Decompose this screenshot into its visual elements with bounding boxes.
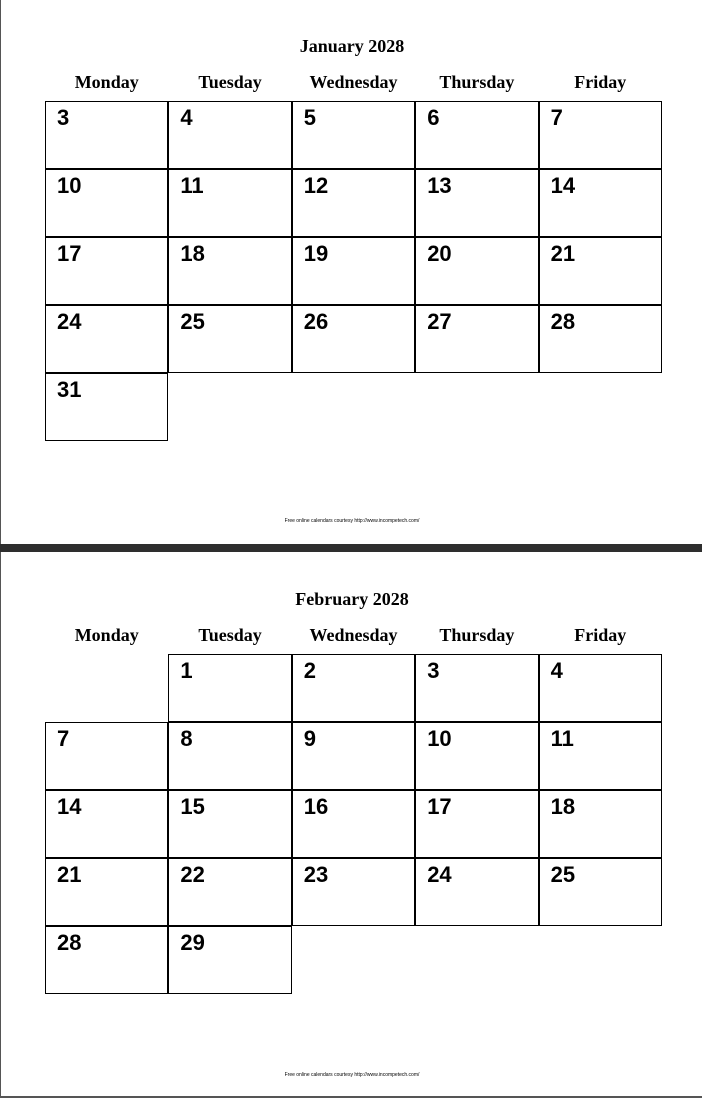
day-cell — [292, 305, 415, 373]
day-number: 31 — [57, 377, 82, 402]
month-title: February 2028 — [295, 589, 409, 609]
day-number: 7 — [550, 105, 563, 130]
footer-credit: Free online calendars courtesy http://www.incompetech.com/ — [284, 518, 420, 524]
day-number: 24 — [427, 862, 452, 887]
weekday-header-row — [45, 72, 662, 93]
day-number: 19 — [303, 241, 329, 266]
day-cell — [45, 101, 168, 169]
day-cell — [292, 790, 415, 858]
weekday-label: Tuesday — [198, 625, 262, 645]
day-number: 25 — [550, 862, 576, 887]
day-number: 18 — [180, 241, 205, 266]
day-cell — [539, 305, 662, 373]
calendar-page-february — [0, 552, 702, 1098]
day-cell — [539, 654, 662, 722]
day-cell — [415, 169, 538, 237]
day-number: 10 — [57, 173, 82, 198]
day-cell — [539, 237, 662, 305]
month-title: January 2028 — [299, 36, 405, 56]
day-number: 8 — [180, 726, 193, 751]
day-number: 20 — [427, 241, 452, 266]
day-number: 11 — [550, 726, 574, 751]
day-cell — [292, 237, 415, 305]
day-cell — [168, 305, 291, 373]
day-cell — [539, 858, 662, 926]
day-cell — [292, 722, 415, 790]
day-cell — [45, 305, 168, 373]
day-number: 17 — [427, 794, 452, 819]
day-cell — [415, 101, 538, 169]
day-cell — [168, 101, 291, 169]
day-cell — [168, 722, 291, 790]
day-number: 26 — [303, 309, 329, 334]
day-cell — [539, 101, 662, 169]
weekday-label: Tuesday — [198, 72, 262, 92]
day-cell — [415, 654, 538, 722]
day-number: 22 — [180, 862, 205, 887]
day-number: 3 — [427, 658, 440, 683]
day-number: 28 — [550, 309, 576, 334]
day-cell — [415, 305, 538, 373]
day-number: 21 — [550, 241, 576, 266]
weekday-header-row — [45, 625, 662, 646]
footer-credit: Free online calendars courtesy http://www.incompetech.com/ — [284, 1072, 420, 1078]
day-cell — [168, 169, 291, 237]
weekday-label: Wednesday — [309, 625, 398, 645]
day-number: 17 — [57, 241, 82, 266]
weekday-label: Thursday — [439, 625, 515, 645]
day-cell — [292, 858, 415, 926]
day-cell — [45, 722, 168, 790]
day-cell — [168, 790, 291, 858]
weekday-label: Monday — [74, 625, 139, 645]
calendar-page-january — [0, 0, 702, 544]
day-number: 29 — [180, 930, 205, 955]
day-cell — [415, 722, 538, 790]
day-number: 14 — [550, 173, 576, 198]
day-number: 27 — [427, 309, 452, 334]
day-cell — [292, 654, 415, 722]
day-cell — [415, 237, 538, 305]
day-number: 10 — [427, 726, 452, 751]
day-number: 4 — [550, 658, 563, 683]
day-number: 1 — [180, 658, 193, 683]
day-cell — [45, 790, 168, 858]
day-cell — [539, 169, 662, 237]
weekday-label: Monday — [74, 72, 139, 92]
day-number: 16 — [303, 794, 329, 819]
day-cell — [168, 237, 291, 305]
weekday-label: Friday — [574, 625, 627, 645]
day-number: 5 — [303, 105, 317, 130]
day-cell — [45, 926, 168, 994]
weekday-label: Friday — [574, 72, 627, 92]
day-cell — [168, 858, 291, 926]
page-separator — [0, 544, 702, 552]
day-cell — [168, 654, 291, 722]
day-number: 9 — [303, 726, 317, 751]
day-number: 24 — [57, 309, 82, 334]
day-number: 11 — [180, 173, 204, 198]
day-number: 7 — [57, 726, 70, 751]
weekday-label: Thursday — [439, 72, 515, 92]
day-number: 15 — [180, 794, 205, 819]
day-cell — [45, 858, 168, 926]
day-number: 4 — [180, 105, 193, 130]
day-number: 18 — [550, 794, 576, 819]
day-number: 28 — [57, 930, 82, 955]
day-number: 14 — [57, 794, 82, 819]
day-cell — [45, 237, 168, 305]
day-cell — [292, 101, 415, 169]
day-number: 2 — [303, 658, 317, 683]
day-number: 13 — [427, 173, 452, 198]
day-cell — [415, 858, 538, 926]
day-number: 21 — [57, 862, 82, 887]
day-number: 3 — [57, 105, 70, 130]
weekday-label: Wednesday — [309, 72, 398, 92]
day-cell — [539, 790, 662, 858]
day-cell — [168, 926, 291, 994]
day-cell — [45, 373, 168, 441]
day-cell — [415, 790, 538, 858]
day-number: 6 — [427, 105, 440, 130]
day-cell — [45, 169, 168, 237]
day-number: 25 — [180, 309, 205, 334]
day-number: 12 — [303, 173, 329, 198]
day-cell — [292, 169, 415, 237]
day-number: 23 — [303, 862, 329, 887]
day-cell — [539, 722, 662, 790]
